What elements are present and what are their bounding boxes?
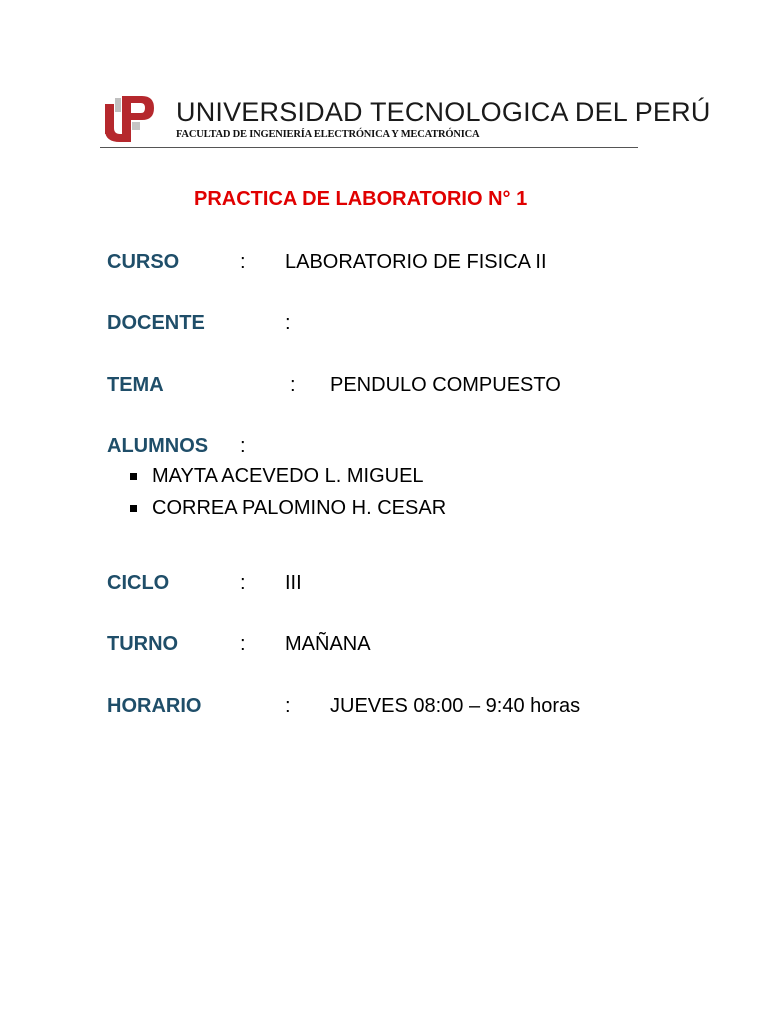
university-logo-icon — [102, 94, 156, 144]
student-name: MAYTA ACEVEDO L. MIGUEL — [152, 465, 424, 487]
field-colon-alumnos: : — [240, 435, 246, 457]
square-bullet-icon — [130, 505, 137, 512]
field-value-tema: PENDULO COMPUESTO — [330, 374, 561, 396]
student-name: CORREA PALOMINO H. CESAR — [152, 497, 447, 519]
field-colon-horario: : — [285, 695, 291, 717]
field-label-horario: HORARIO — [107, 695, 202, 717]
square-bullet-icon — [130, 473, 137, 480]
field-label-tema: TEMA — [107, 374, 164, 396]
field-label-docente: DOCENTE — [107, 312, 205, 334]
field-value-ciclo: III — [285, 572, 302, 594]
field-value-curso: LABORATORIO DE FISICA II — [285, 251, 547, 273]
field-value-turno: MAÑANA — [285, 633, 371, 655]
field-label-ciclo: CICLO — [107, 572, 170, 594]
field-label-alumnos: ALUMNOS — [107, 435, 209, 457]
field-label-curso: CURSO — [107, 251, 180, 273]
field-colon-tema: : — [290, 374, 296, 396]
field-value-horario: JUEVES 08:00 – 9:40 horas — [330, 695, 581, 717]
field-colon-docente: : — [285, 312, 291, 334]
field-label-turno: TURNO — [107, 633, 179, 655]
field-colon-curso: : — [240, 251, 246, 273]
faculty-name: FACULTAD DE INGENIERÍA ELECTRÓNICA Y MECATRÓNICA — [176, 129, 480, 140]
field-colon-turno: : — [240, 633, 246, 655]
header-divider — [100, 147, 638, 148]
document-title: PRACTICA DE LABORATORIO N° 1 — [194, 188, 528, 210]
field-colon-ciclo: : — [240, 572, 246, 594]
university-name: UNIVERSIDAD TECNOLOGICA DEL PERÚ — [176, 97, 711, 127]
